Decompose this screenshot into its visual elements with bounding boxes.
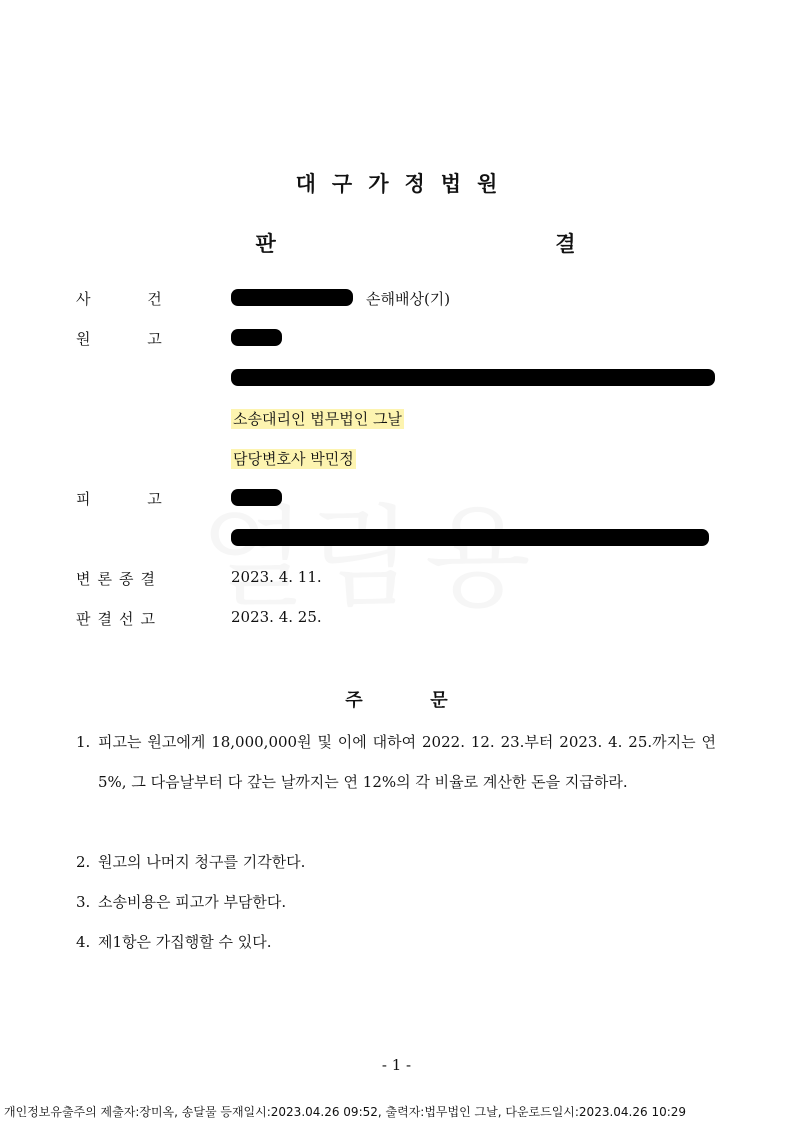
- verdict-label: 판결선고: [76, 610, 162, 628]
- hearing-end-label: 변론종결: [76, 570, 162, 588]
- page-number: - 1 -: [381, 1056, 412, 1074]
- order-heading-char-2: 문: [430, 690, 448, 711]
- verdict-date: 2023. 4. 25.: [231, 608, 322, 626]
- plaintiff-representative: 소송대리인 법무법인 그날: [233, 410, 402, 428]
- order-heading: [0, 686, 793, 712]
- case-label: 사 건: [76, 290, 162, 308]
- order-item-3: [76, 882, 716, 922]
- order-item-2: [76, 842, 716, 882]
- order-heading-char-1: 주: [345, 690, 363, 711]
- redacted-case-number: [231, 289, 353, 306]
- case-type: 손해배상(기): [366, 290, 451, 308]
- plaintiff-label: 원 고: [76, 330, 162, 348]
- plaintiff-attorney: 담당변호사 박민정: [233, 450, 354, 468]
- order-item-1: [76, 722, 716, 802]
- title-char-1: 판: [255, 232, 276, 256]
- order-item-4: [76, 922, 716, 962]
- order-item-text: 소송비용은 피고가 부담한다.: [98, 893, 287, 911]
- order-item-number: 1.: [76, 733, 91, 751]
- order-item-text: 피고는 원고에게 18,000,000원 및 이에 대하여 2022. 12. 23.부터 2023. 4. 25.까지는 연 5%, 그 다음날부터 다 갚는 날까지는 연 12%의 각 비율로 계산한 돈을 지급하라.: [98, 733, 716, 791]
- order-item-number: 3.: [76, 893, 91, 911]
- redacted-defendant-name: [231, 489, 282, 506]
- court-name: 대구가정법원: [295, 172, 514, 196]
- hearing-end-date: 2023. 4. 11.: [231, 568, 322, 586]
- redacted-plaintiff-name: [231, 329, 282, 346]
- order-item-number: 2.: [76, 853, 91, 871]
- footer-notice: 개인정보유출주의 제출자:장미옥, 송달물 등재일시:2023.04.26 09:52, 출력자:법무법인 그날, 다운로드일시:2023.04.26 10:29: [4, 1105, 687, 1119]
- order-item-text: 원고의 나머지 청구를 기각한다.: [98, 853, 306, 871]
- order-item-number: 4.: [76, 933, 91, 951]
- redacted-plaintiff-address: [231, 369, 715, 386]
- document-title: [0, 228, 793, 258]
- title-char-2: 결: [555, 232, 576, 256]
- redacted-defendant-address: [231, 529, 709, 546]
- order-item-text: 제1항은 가집행할 수 있다.: [98, 933, 272, 951]
- defendant-label: 피 고: [76, 490, 162, 508]
